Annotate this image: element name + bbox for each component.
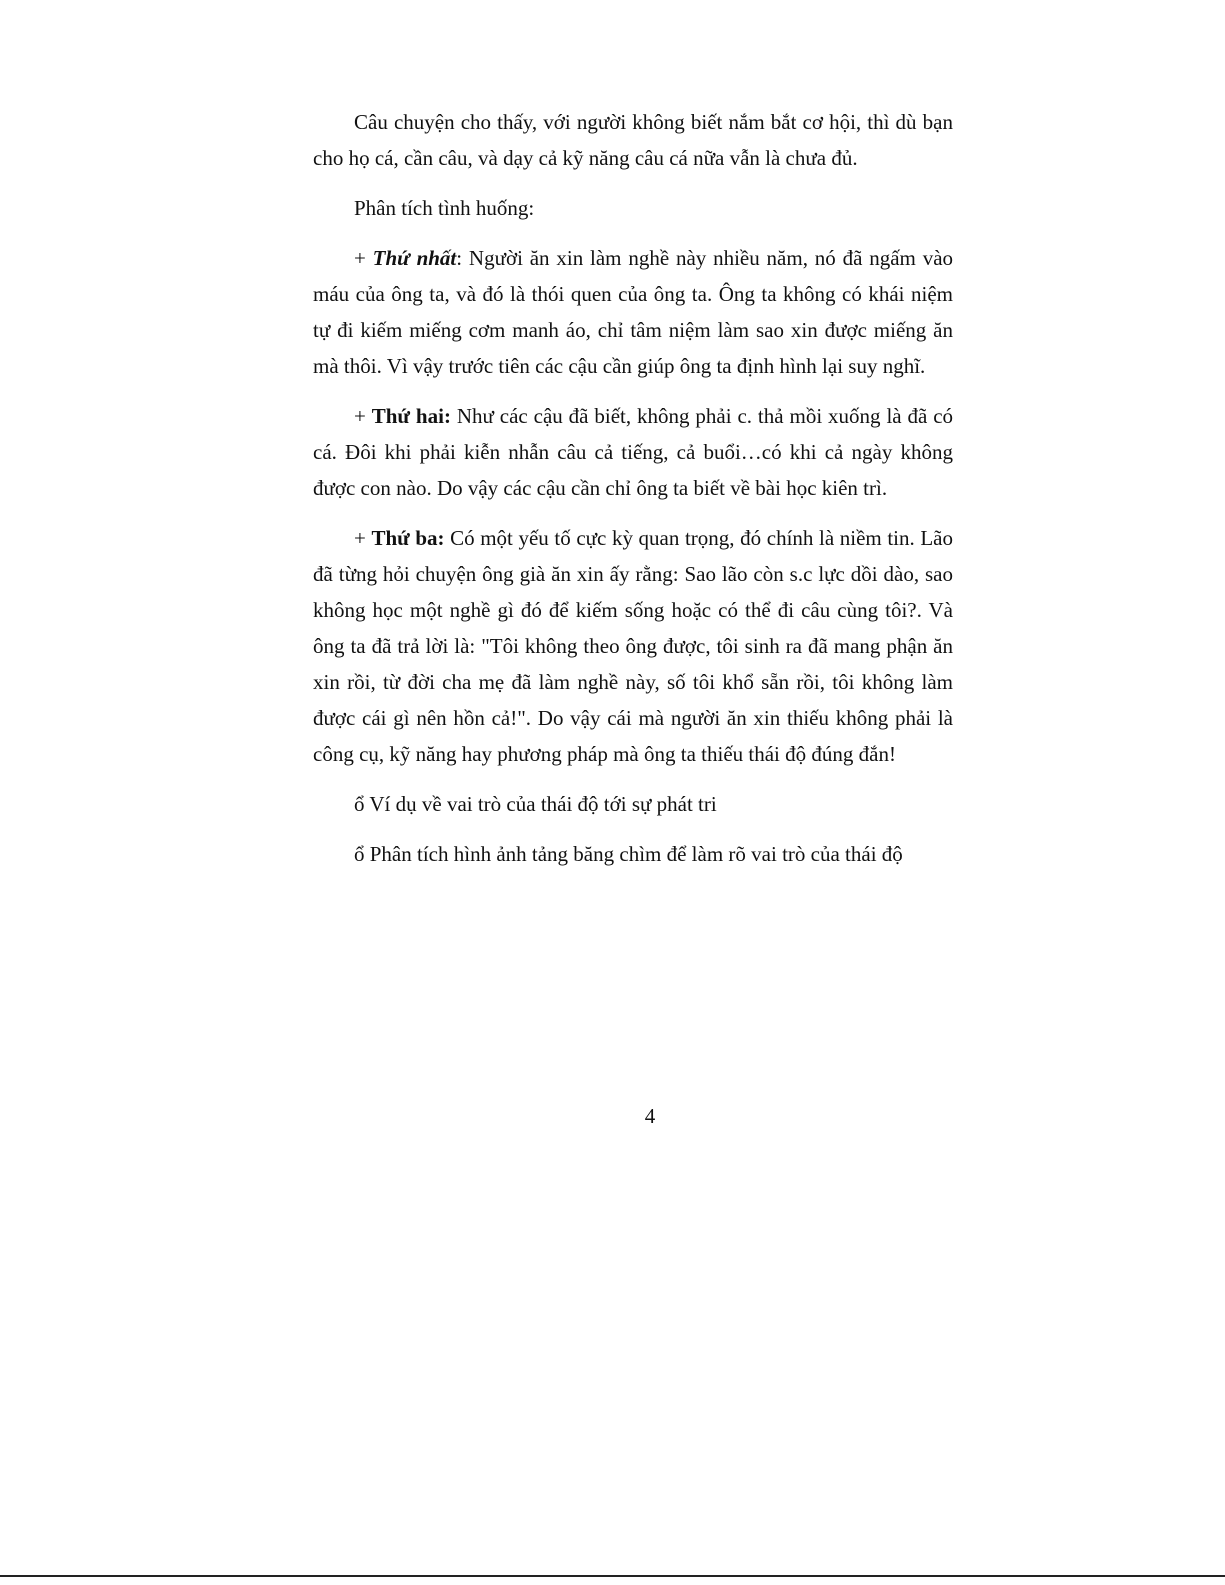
paragraph-third-point (313, 520, 953, 772)
first-point-body: : Người ăn xin làm nghề này nhiều năm, nó đã ngấm vào máu của ông ta, và đó là thói quen của ông ta. Ông ta không có khái niệm tự đi kiếm miếng cơm manh áo, chỉ tâm niệm làm sao xin được miếng ăn mà thôi. Vì vậy trước tiên các cậu cần giúp ông ta định hình lại suy nghĩ. (313, 246, 954, 378)
bullet-item-iceberg (313, 836, 953, 872)
second-point-body: Như các cậu đã biết, không phải c. thả mồi xuống là đã có cá. Đôi khi phải kiễn nhẫn câu cả tiếng, cả buổi…có khi cả ngày không được con nào. Do vậy các cậu cần chỉ ông ta biết về bài học kiên trì. (313, 404, 954, 500)
third-point-label: Thứ ba: (371, 526, 445, 550)
paragraph-second-point (313, 398, 953, 506)
bullet-item-iceberg-text: ổ Phân tích hình ảnh tảng băng chìm để làm rõ vai trò của thái độ (354, 842, 903, 866)
bullet-item-example (313, 786, 953, 822)
second-point-prefix: + (354, 404, 372, 428)
paragraph-intro-text: Câu chuyện cho thấy, với người không biết nắm bắt cơ hội, thì dù bạn cho họ cá, cần câu, và dạy cả kỹ năng câu cá nữa vẫn là chưa đủ. (313, 110, 953, 170)
body-text (313, 104, 953, 886)
page-number: 4 (644, 1104, 656, 1128)
first-point-label: Thứ nhất (372, 246, 457, 270)
first-point-prefix: + (354, 246, 373, 270)
paragraph-intro (313, 104, 953, 176)
bullet-item-example-text: ổ Ví dụ về vai trò của thái độ tới sự phát tri (354, 792, 717, 816)
paragraph-analysis-heading (313, 190, 953, 226)
page-bottom-divider (0, 1575, 1225, 1577)
third-point-body: Có một yếu tố cực kỳ quan trọng, đó chính là niềm tin. Lão đã từng hỏi chuyện ông già ăn xin ấy rằng: Sao lão còn s.c lực dồi dào, sao không học một nghề gì đó để kiếm sống hoặc có thể đi câu cùng tôi?. Và ông ta đã trả lời là: "Tôi không theo ông được, tôi sinh ra đã mang phận ăn xin rồi, từ đời cha mẹ đã làm nghề này, số tôi khổ sẵn rồi, tôi không làm được cái gì nên hồn cả!". Do vậy cái mà người ăn xin thiếu không phải là công cụ, kỹ năng hay phương pháp mà ông ta thiếu thái độ đúng đắn! (313, 526, 954, 766)
analysis-heading-text: Phân tích tình huống: (354, 196, 535, 220)
second-point-label: Thứ hai: (371, 404, 451, 428)
paragraph-first-point (313, 240, 953, 384)
third-point-prefix: + (354, 526, 372, 550)
